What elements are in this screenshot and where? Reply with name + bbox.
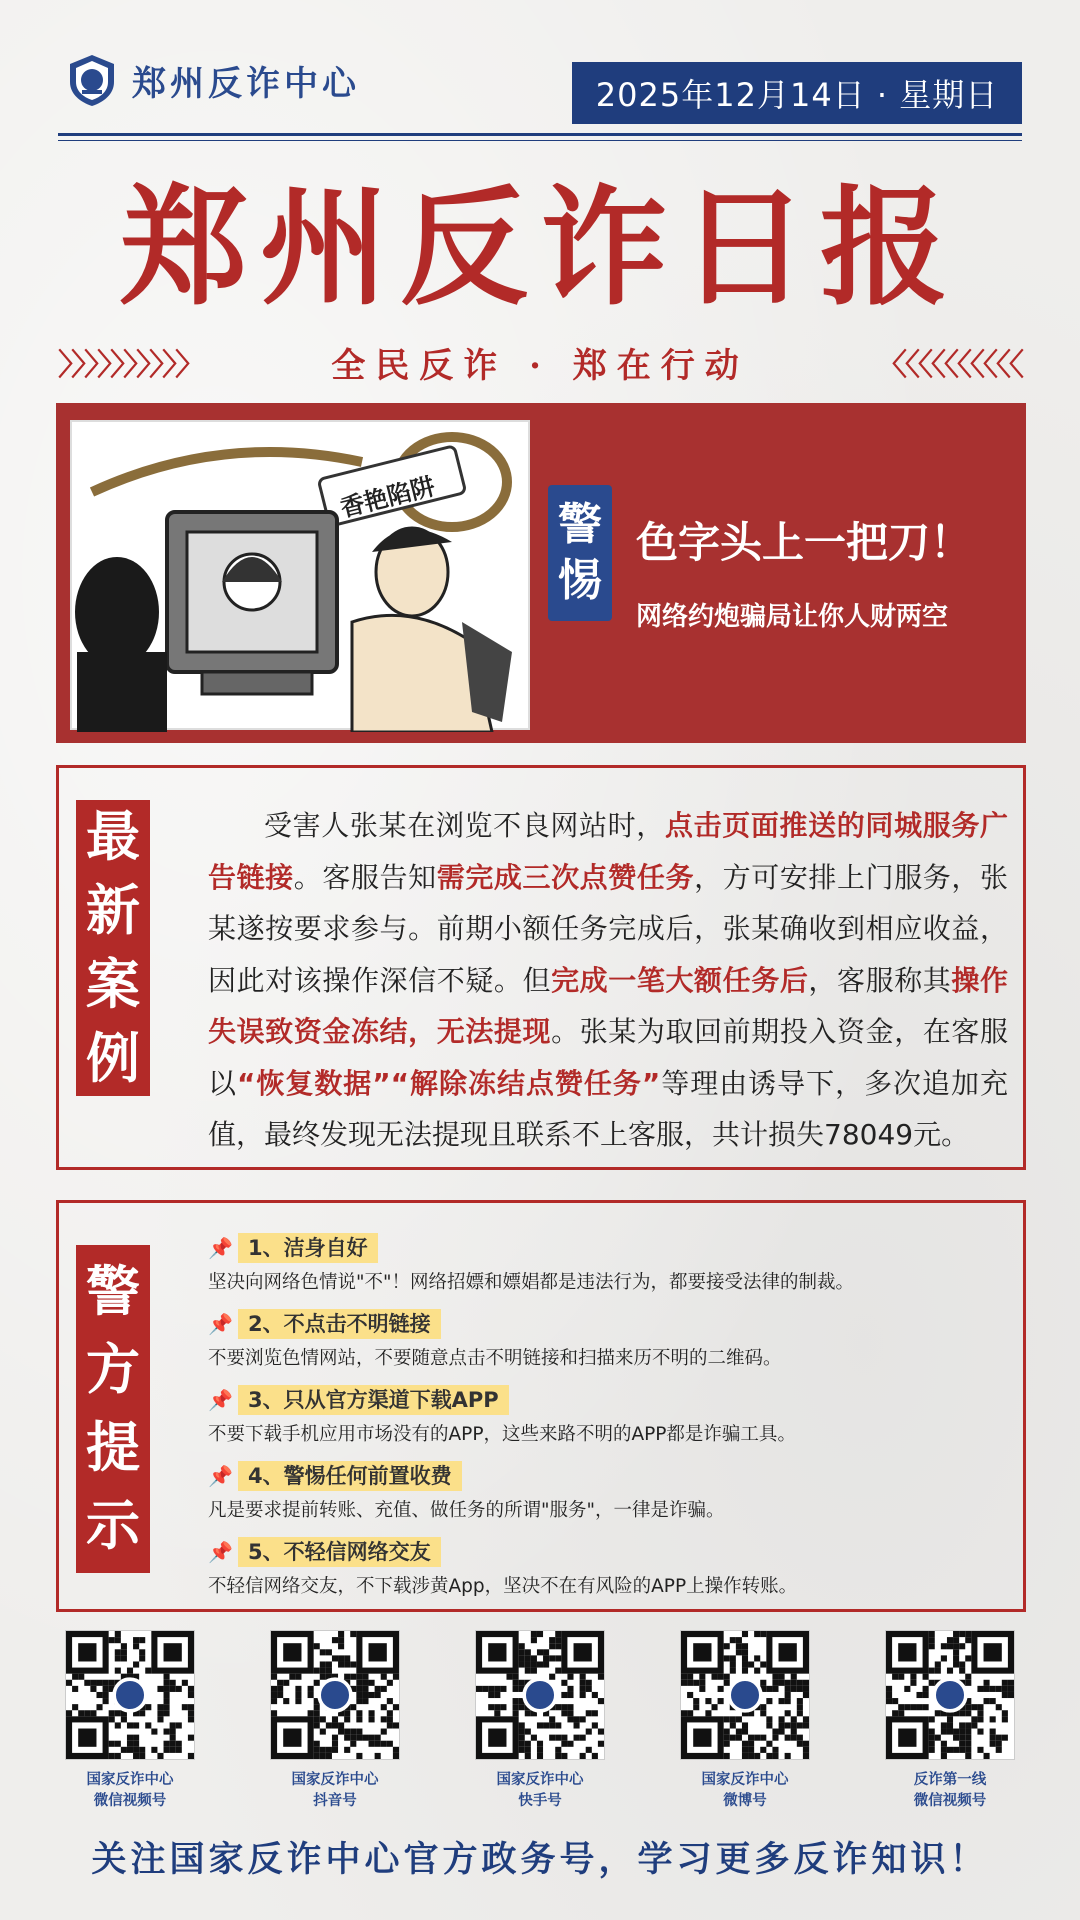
case-highlight: 需完成三次点赞任务 — [436, 860, 695, 894]
tip-description: 不要浏览色情网站，不要随意点击不明链接和扫描来历不明的二维码。 — [208, 1348, 782, 1369]
pushpin-icon: 📌 — [208, 1540, 233, 1564]
label-char: 新 — [86, 879, 140, 942]
pushpin-icon: 📌 — [208, 1236, 233, 1260]
case-text-segment: ，客服称其 — [808, 963, 952, 997]
tip-title: 4、警惕任何前置收费 — [238, 1461, 462, 1491]
qr-label-line1: 国家反诈中心 — [701, 1772, 789, 1788]
label-char: 案 — [86, 953, 140, 1016]
divider-thick — [58, 133, 1022, 136]
tip-heading — [208, 1308, 1018, 1340]
qr-code-icon[interactable] — [680, 1630, 810, 1760]
pushpin-icon: 📌 — [208, 1464, 233, 1488]
label-char: 警 — [86, 1260, 140, 1323]
tip-title: 5、不轻信网络交友 — [238, 1537, 441, 1567]
tip-heading — [208, 1232, 1018, 1264]
tip-heading — [208, 1384, 1018, 1416]
slogan-row — [58, 340, 1022, 384]
qr-label-line2: 微信视频号 — [93, 1793, 167, 1809]
case-label — [76, 800, 150, 1096]
tip-title: 3、只从官方渠道下载APP — [238, 1385, 509, 1415]
qr-code-label — [914, 1770, 987, 1812]
case-text-segment: 。张某为取回前期投入资金，在客服以 — [208, 1015, 1008, 1100]
banner-subline: 网络约炮骗局让你人财两空 — [636, 602, 949, 632]
qr-code-item[interactable] — [40, 1630, 220, 1812]
qr-code-icon[interactable] — [475, 1630, 605, 1760]
tip-description: 凡是要求提前转账、充值、做任务的所谓"服务"，一律是诈骗。 — [208, 1500, 725, 1521]
qr-code-icon[interactable] — [885, 1630, 1015, 1760]
qr-code-item[interactable] — [450, 1630, 630, 1812]
illustration-caption: 香艳陷阱 — [337, 472, 438, 523]
date-banner: 2025年12月14日 · 星期日 — [572, 62, 1022, 124]
org-name: 郑州反诈中心 — [132, 63, 360, 104]
case-highlight: 操作失误致资金冻结，无法提现 — [208, 963, 1008, 1048]
qr-code-icon[interactable] — [270, 1630, 400, 1760]
divider-thin — [58, 140, 1022, 141]
tip-description: 不轻信网络交友，不下载涉黄App，坚决不在有风险的APP上操作转账。 — [208, 1576, 798, 1597]
badge-char: 惕 — [558, 555, 602, 606]
tip-description: 不要下载手机应用市场没有的APP，这些来路不明的APP都是诈骗工具。 — [208, 1424, 796, 1445]
newspaper-title: 郑州反诈日报 — [119, 173, 960, 323]
banner-headline: 色字头上一把刀！ — [636, 518, 973, 567]
tip-heading — [208, 1460, 1018, 1492]
tip-title: 2、不点击不明链接 — [238, 1309, 441, 1339]
pushpin-icon: 📌 — [208, 1312, 233, 1336]
illustration-image — [72, 422, 532, 732]
label-char: 方 — [86, 1338, 140, 1401]
chevron-right-decoration: 〉〉〉〉〉〉〉〉〉〉 — [58, 348, 203, 383]
case-highlight: 点击页面推送的同城服务广告链接 — [208, 809, 1008, 894]
tip-heading — [208, 1536, 1018, 1568]
footer-slogan: 关注国家反诈中心官方政务号，学习更多反诈知识！ — [91, 1839, 989, 1880]
alert-badge — [548, 485, 612, 621]
label-char: 示 — [86, 1494, 140, 1557]
qr-code-label — [292, 1770, 379, 1812]
case-highlight: 完成一笔大额任务后 — [551, 963, 809, 997]
label-char: 最 — [86, 805, 140, 868]
honey-trap-illustration — [70, 420, 530, 730]
qr-code-item[interactable] — [860, 1630, 1040, 1812]
police-emblem-icon — [64, 52, 120, 108]
tips-list — [208, 1232, 1018, 1612]
case-paragraph — [208, 800, 1008, 1161]
org-logo — [64, 52, 360, 108]
qr-label-line2: 微博号 — [723, 1793, 767, 1809]
qr-code-item[interactable] — [245, 1630, 425, 1812]
qr-label-line1: 反诈第一线 — [913, 1772, 987, 1788]
label-char: 提 — [86, 1416, 140, 1479]
chevron-left-decoration: 〈〈〈〈〈〈〈〈〈〈 — [876, 348, 1022, 383]
badge-char: 警 — [558, 499, 602, 550]
qr-code-label — [87, 1770, 174, 1812]
case-text-segment: 受害人张某在浏览不良网站时， — [264, 809, 665, 842]
case-text-segment: ，方可安排上门服务，张某遂按要求参与。前期小额任务完成后，张某确收到相应收益，因此对该操作深信不疑。但 — [208, 860, 1008, 997]
case-text-segment: 。客服告知 — [293, 860, 437, 894]
qr-code-icon[interactable] — [65, 1630, 195, 1760]
qr-label-line1: 国家反诈中心 — [496, 1772, 584, 1788]
qr-code-label — [702, 1770, 789, 1812]
qr-label-line2: 抖音号 — [313, 1793, 357, 1809]
pushpin-icon: 📌 — [208, 1388, 233, 1412]
case-text-segment: 等理由诱导下，多次追加充值，最终发现无法提现且联系不上客服，共计损失78049元。 — [208, 1066, 1008, 1151]
slogan: 全民反诈 · 郑在行动 — [331, 345, 749, 386]
qr-code-item[interactable] — [655, 1630, 835, 1812]
qr-code-label — [497, 1770, 584, 1812]
tip-description: 坚决向网络色情说"不"！网络招嫖和嫖娼都是违法行为，都要接受法律的制裁。 — [208, 1272, 855, 1293]
qr-code-row — [40, 1630, 1040, 1812]
qr-label-line2: 快手号 — [518, 1793, 562, 1809]
qr-label-line1: 国家反诈中心 — [86, 1772, 174, 1788]
label-char: 例 — [86, 1027, 140, 1090]
case-highlight: “恢复数据”“解除冻结点赞任务” — [236, 1066, 661, 1100]
tip-title: 1、洁身自好 — [238, 1233, 378, 1263]
qr-label-line1: 国家反诈中心 — [291, 1772, 379, 1788]
tips-label — [76, 1245, 150, 1573]
qr-label-line2: 微信视频号 — [913, 1793, 987, 1809]
